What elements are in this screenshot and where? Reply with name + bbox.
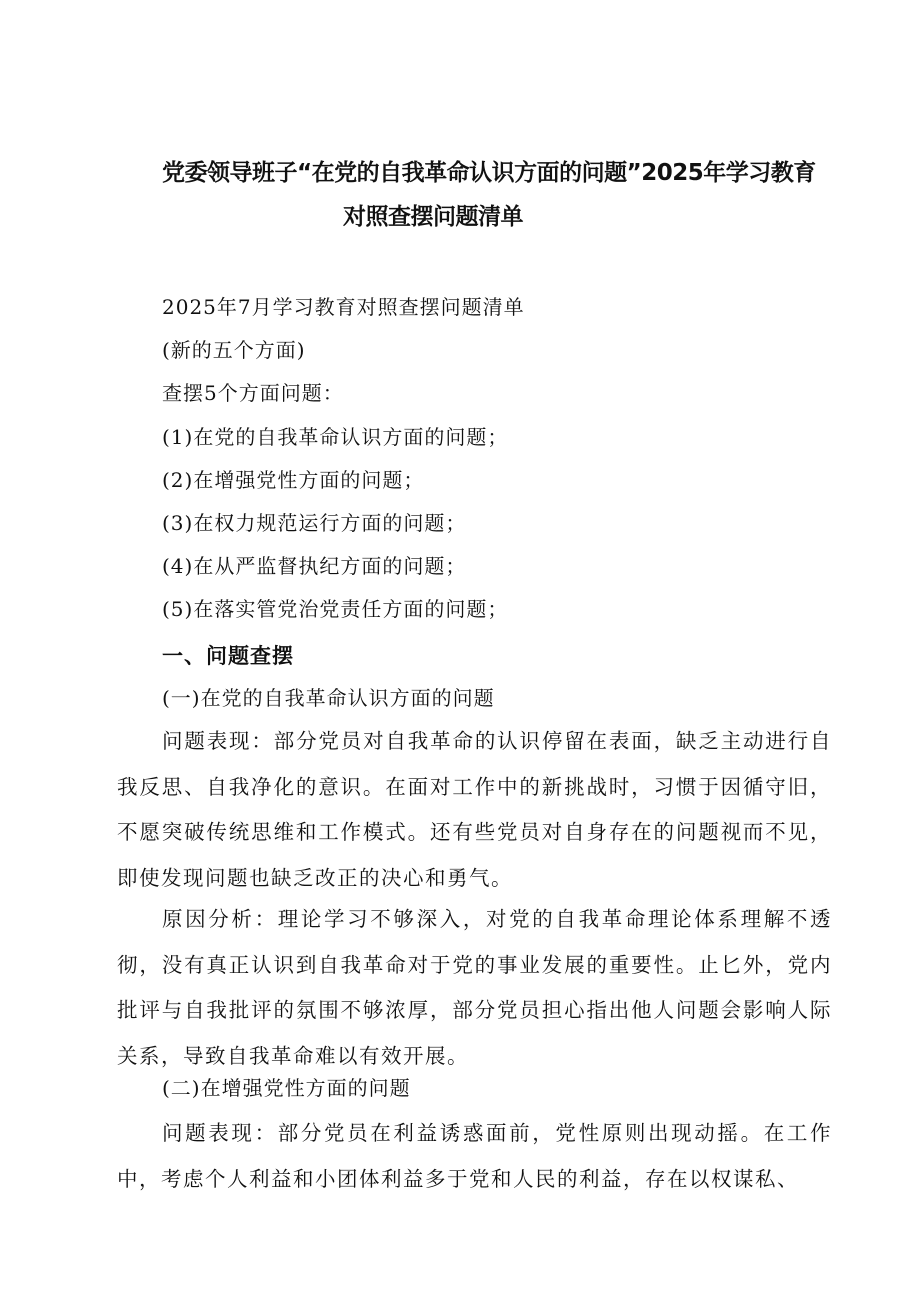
- section-heading: 一、问题查摆: [162, 644, 294, 668]
- list-item-1: (1)在党的自我革命认识方面的问题；: [162, 425, 509, 449]
- subsection-1-heading: (一)在党的自我革命认识方面的问题: [162, 686, 495, 710]
- subsection-2-problem-paragraph: 问题表现：部分党员在利益诱惑面前，党性原则出现动摇。在工作中，考虑个人利益和小团体利益多于党和人民的利益，存在以权谋私、: [117, 1121, 832, 1191]
- list-item-2: (2)在增强党性方面的问题；: [162, 468, 425, 492]
- intro-line-count: 查摆5个方面问题：: [162, 381, 344, 405]
- list-item-4: (4)在从严监督执纪方面的问题；: [162, 554, 467, 578]
- intro-line-date: 2025年7月学习教育对照查摆问题清单: [162, 295, 525, 319]
- list-item-5: (5)在落实管党治党责任方面的问题；: [162, 597, 509, 621]
- intro-line-subtitle: (新的五个方面): [162, 338, 306, 362]
- document-title-line-2: 对照查摆问题清单: [343, 204, 523, 230]
- subsection-2-heading: (二)在增强党性方面的问题: [162, 1076, 411, 1100]
- subsection-1-problem-paragraph: 问题表现：部分党员对自我革命的认识停留在表面，缺乏主动进行自我反思、自我净化的意识。在面对工作中的新挑战时，习惯于因循守旧，不愿突破传统思维和工作模式。还有些党员对自身存在的问题视而不见，即使发现问题也缺乏改正的决心和勇气。: [117, 729, 832, 890]
- list-item-3: (3)在权力规范运行方面的问题；: [162, 511, 467, 535]
- document-title-line-1: 党委领导班子“在党的自我革命认识方面的问题”2025年学习教育: [162, 160, 816, 186]
- subsection-1-cause-paragraph: 原因分析：理论学习不够深入，对党的自我革命理论体系理解不透彻，没有真正认识到自我革命对于党的事业发展的重要性。止匕外，党内批评与自我批评的氛围不够浓厚，部分党员担心指出他人问题会影响人际关系，导致自我革命难以有效开展。: [117, 907, 832, 1068]
